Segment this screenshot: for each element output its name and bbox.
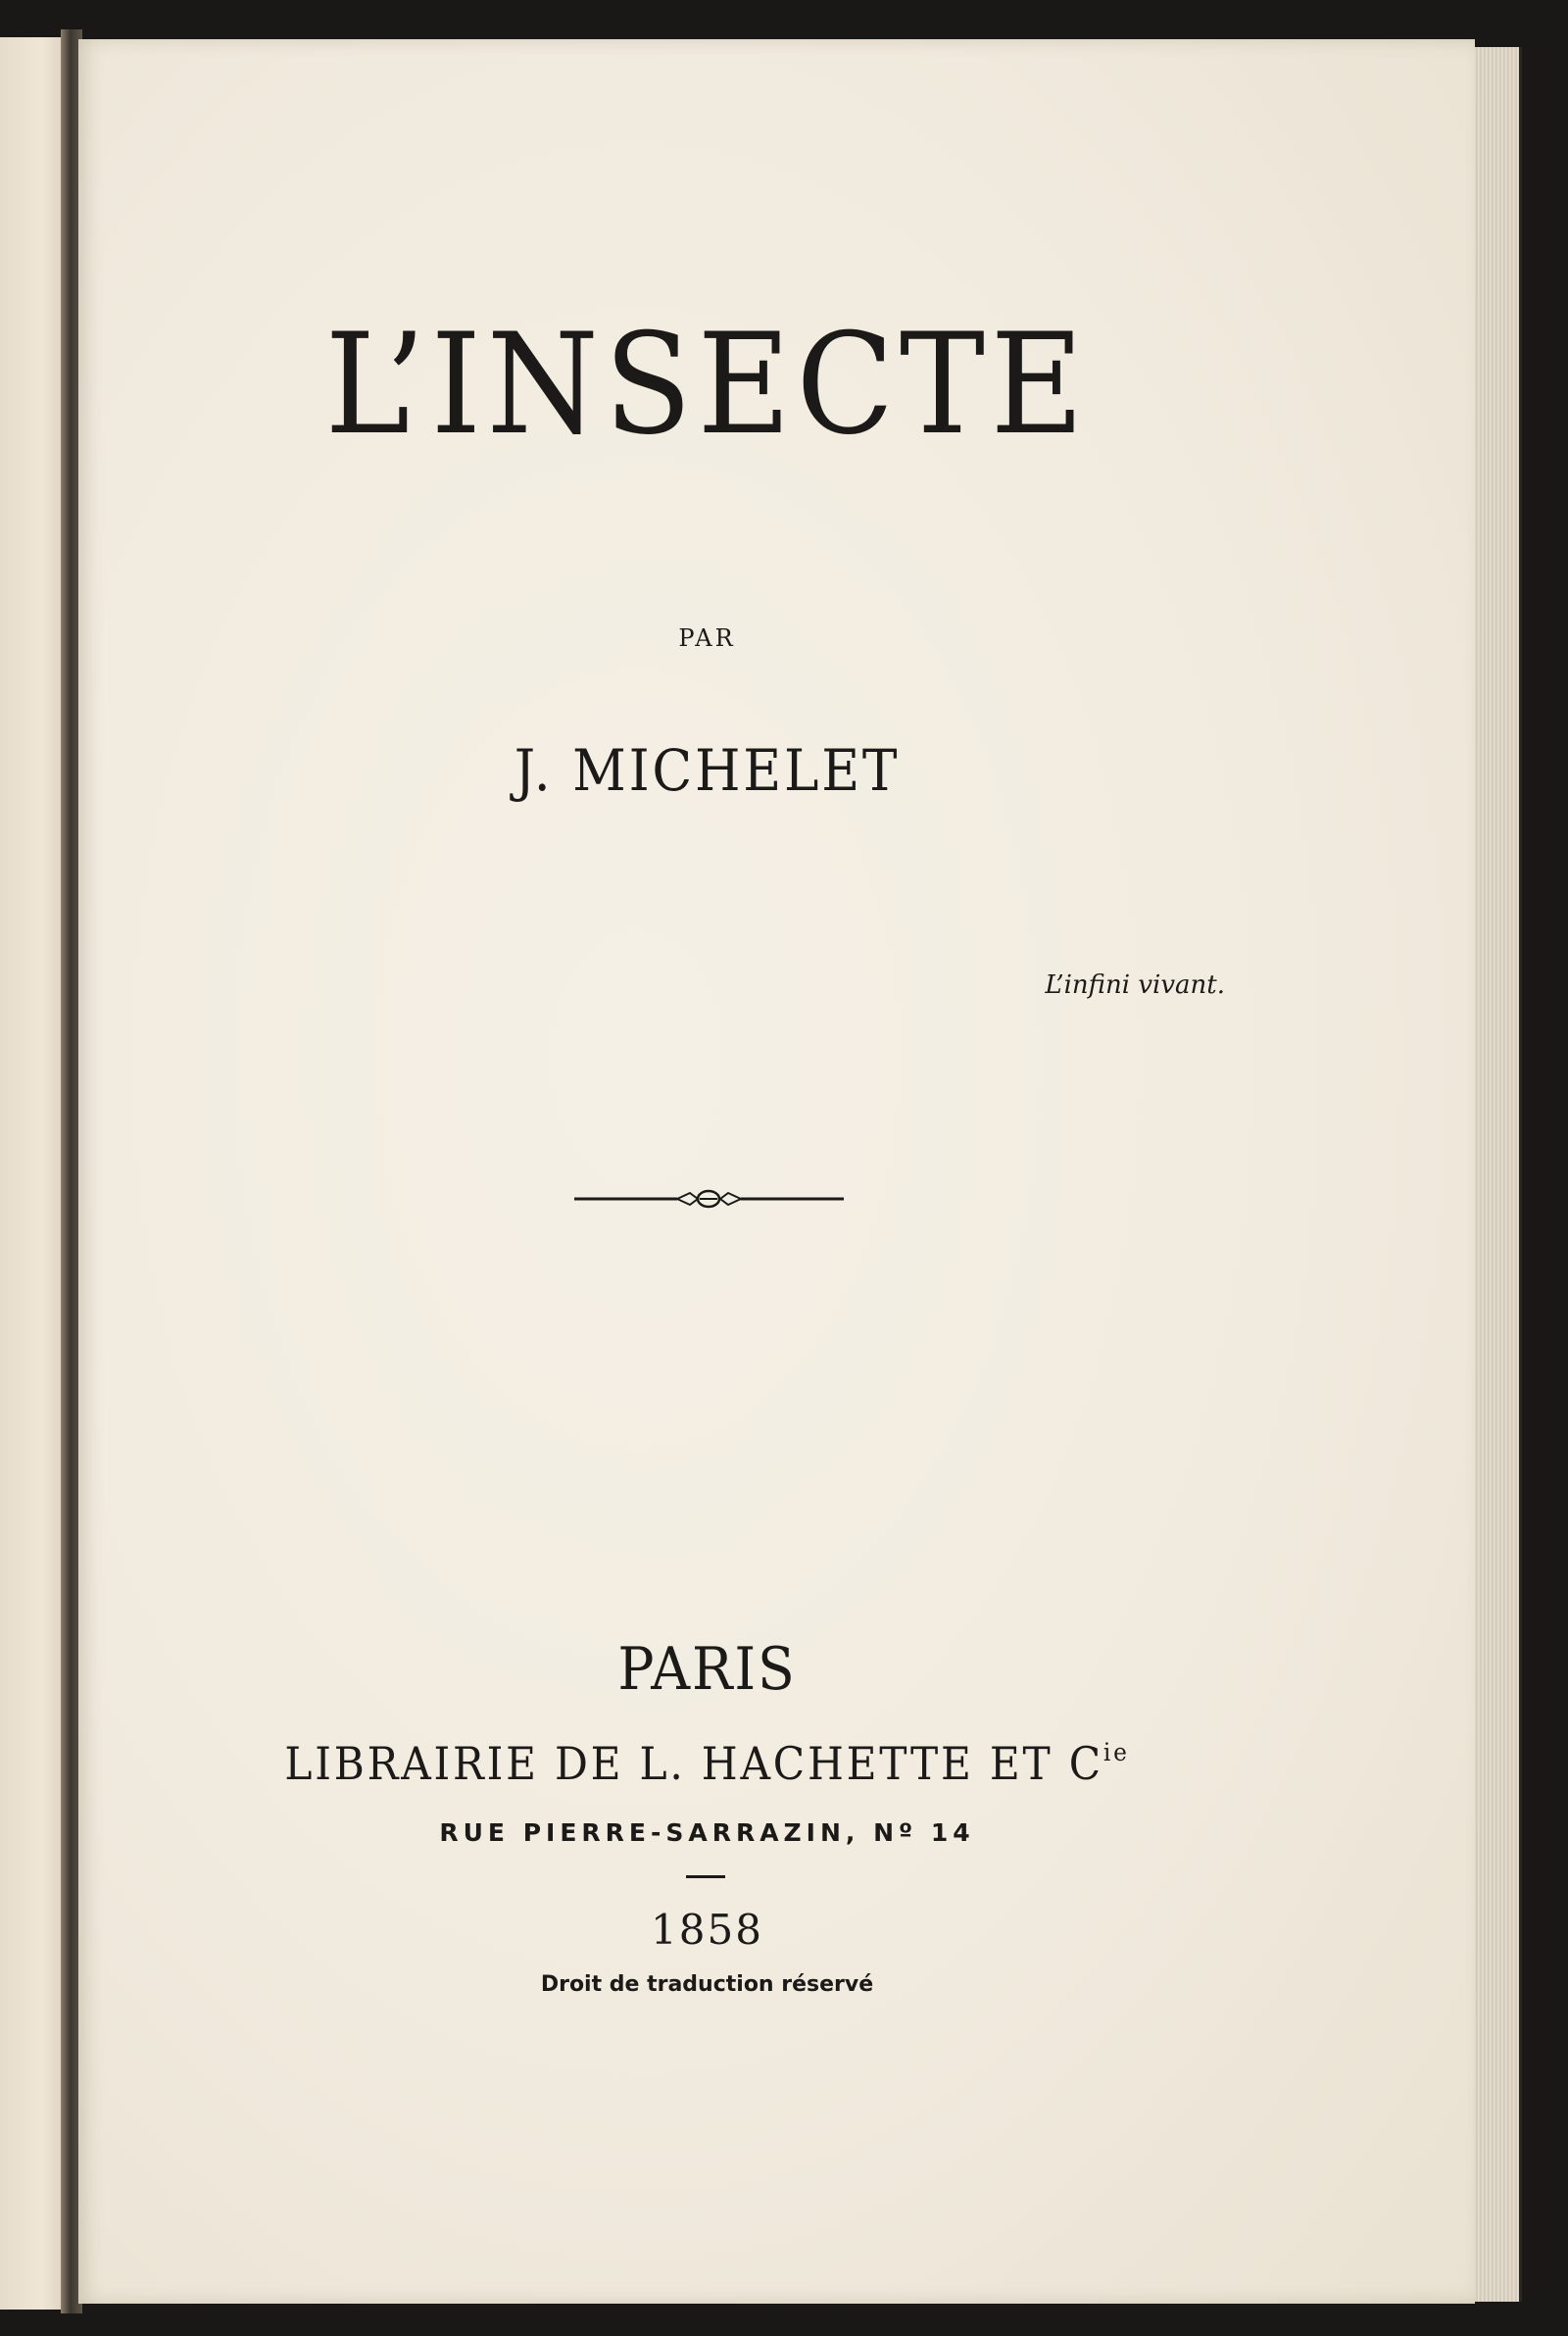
publication-year: 1858 bbox=[651, 1906, 763, 1954]
publisher-name bbox=[128, 1737, 1285, 1790]
publication-city: PARIS bbox=[617, 1635, 797, 1704]
ornament-divider-icon bbox=[574, 1184, 844, 1214]
rights-notice: Droit de traduction réservé bbox=[540, 1972, 874, 1997]
publisher-label: LIBRAIRIE DE L. HACHETTE ET C bbox=[284, 1737, 1103, 1790]
separator-dash bbox=[686, 1875, 725, 1878]
author-name: J. MICHELET bbox=[514, 737, 901, 804]
epigraph: L’infini vivant. bbox=[1045, 970, 1225, 1000]
publisher-address: RUE PIERRE-SARRAZIN, Nº 14 bbox=[439, 1818, 975, 1847]
publisher-suffix: ie bbox=[1102, 1738, 1130, 1767]
page-edges bbox=[1475, 47, 1522, 2302]
by-line: PAR bbox=[678, 624, 736, 652]
book-title: L’INSECTE bbox=[324, 304, 1090, 466]
